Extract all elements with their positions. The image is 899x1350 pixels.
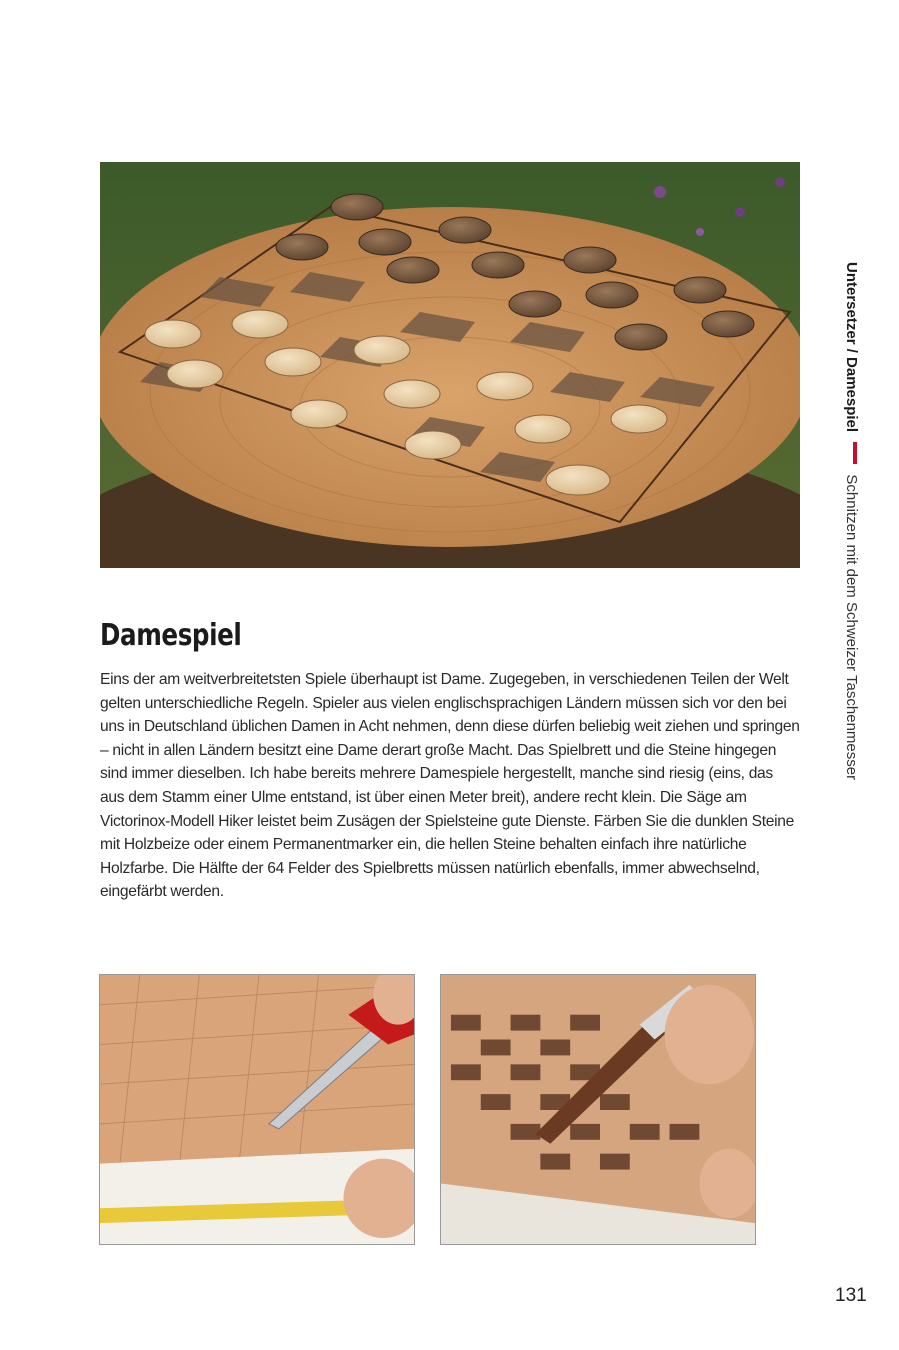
checkers-board-illustration <box>100 162 800 568</box>
photo-marker-coloring-squares <box>440 974 756 1245</box>
page-number: 131 <box>835 1285 867 1306</box>
hero-photo-checkers-board <box>100 162 800 568</box>
running-head-divider <box>853 442 857 464</box>
article-body: Eins der am weitverbreitetsten Spiele überhaupt ist Dame. Zugegeben, in verschiedenen Teilen der Welt gelten unterschiedliche Regeln. Spieler aus vielen englischsprachigen Ländern müssen sich vor den bei uns in Deutschland üblichen Damen in Acht nehmen, denn diese dürfen beliebig weit ziehen und springen – nicht in allen Ländern besitzt eine Dame derart große Macht. Das Spielbrett und die Steine hingegen sind immer dieselben. Ich habe bereits mehrere Damespiele hergestellt, manche sind riesig (eins, das aus dem Stamm einer Ulme entstand, ist über einen Meter breit), andere recht klein. Die Säge am Victorinox-Modell Hiker leistet beim Zusägen der Spielsteine gute Dienste. Färben Sie die dunklen Steine mit Holzbeize oder einem Permanentmarker ein, die hellen Steine behalten einfach ihre natürliche Holzfarbe. Die Hälfte der 64 Felder des Spielbretts müssen natürlich ebenfalls, immer abwechselnd, eingefärbt werden. <box>100 671 800 901</box>
marker-coloring-illustration <box>441 975 755 1244</box>
running-head <box>843 262 860 780</box>
running-head-section: Untersetzer / Damespiel <box>843 262 860 433</box>
running-head-book-title: Schnitzen mit dem Schweizer Taschenmesser <box>843 474 860 781</box>
knife-scoring-illustration <box>100 975 414 1244</box>
photo-knife-scoring-grid <box>99 974 415 1245</box>
article-title: Damespiel <box>100 618 242 653</box>
